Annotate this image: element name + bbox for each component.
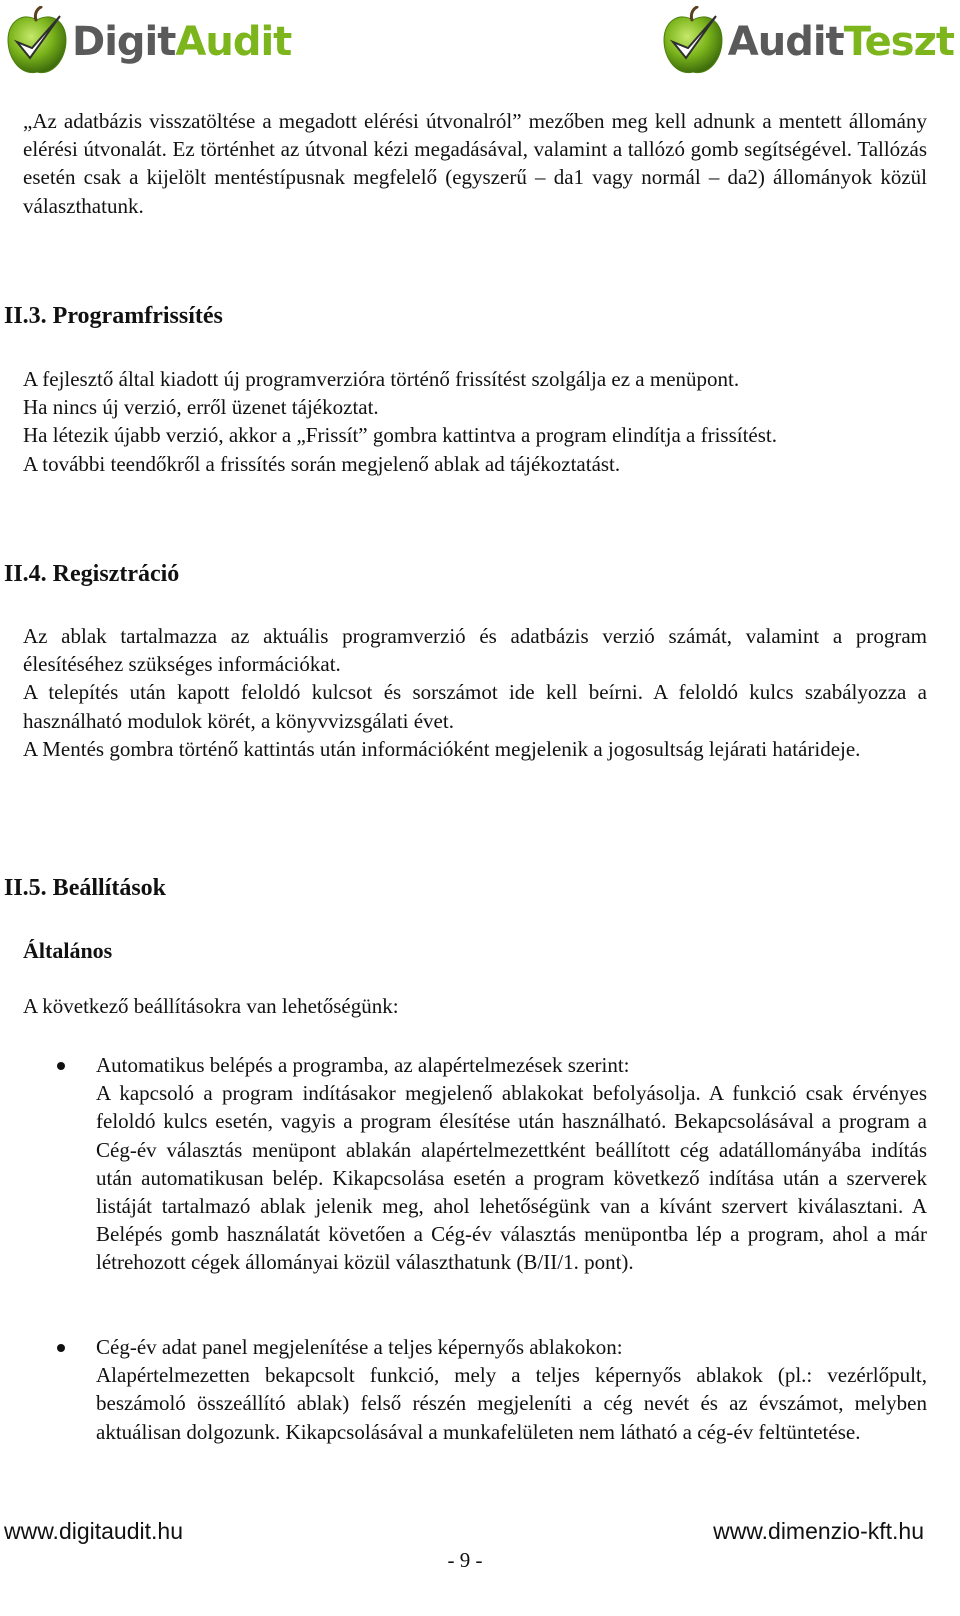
body-paragraph: A telepítés után kapott feloldó kulcsot és sorszámot ide kell beírni. A feloldó kulcs szabályozza a használható modulok körét, a könyvvizsgálati évet. bbox=[23, 680, 927, 733]
section-beallitasok-lead bbox=[23, 992, 927, 1020]
section-title-beallitasok: II.5. Beállítások bbox=[4, 875, 167, 901]
bullet-icon bbox=[57, 1062, 65, 1070]
green-apple-check-icon bbox=[660, 6, 726, 78]
footer-link-digitaudit[interactable]: www.digitaudit.hu bbox=[4, 1518, 183, 1544]
section-programfrissites-body bbox=[23, 365, 927, 478]
body-line: A fejlesztő által kiadott új programverzióra történő frissítést szolgálja ez a menüpont. bbox=[23, 367, 740, 391]
list-item-body: A kapcsoló a program indításakor megjelenő ablakokat befolyásolja. A funkció csak érvényes feloldó kulcs esetén, vagyis a program élesítése után használható. Bekapcsolásával a program a Cég-év választás menüpont ablakán alapértelmezettként beállított cég adatállományába indítás után automatikusan belép. Kikapcsolása esetén a program következő indítása után a szerverek listáját tartalmazó ablak jelenik meg, ahol lehetőségünk van a kívánt szervert kiválasztani. A Belépés gomb használatát követően a Cég-év választás menüpontba lép a program, ahol a már létrehozott cégek állományai közül választhatunk (B/II/1. pont). bbox=[96, 1081, 927, 1275]
intro-paragraph: „Az adatbázis visszatöltése a megadott elérési útvonalról” mezőben meg kell adnunk a mentett állomány elérési útvonalát. Ez történhet az útvonal kézi megadásával, valamint a tallózó gomb segítségével. Tallózás esetén csak a kijelölt mentéstípusnak megfelelő (egyszerű – da1 vagy normál – da2) állományok közül választhatunk. bbox=[23, 109, 927, 218]
list-item-heading: Automatikus belépés a programba, az alapértelmezések szerint: bbox=[96, 1053, 630, 1077]
auditteszt-logo bbox=[660, 4, 954, 80]
lead-paragraph: A következő beállításokra van lehetőségünk: bbox=[23, 994, 399, 1018]
digitaudit-logo bbox=[4, 4, 291, 80]
page-header bbox=[0, 0, 960, 86]
list-item bbox=[23, 1333, 927, 1446]
body-line: Ha létezik újabb verzió, akkor a „Frissít” gombra kattintva a program elindítja a frissítést. bbox=[23, 423, 778, 448]
section-title-programfrissites: II.3. Programfrissítés bbox=[4, 303, 223, 329]
list-item-heading: Cég-év adat panel megjelenítése a teljes képernyős ablakokon: bbox=[96, 1335, 623, 1359]
section-title-regisztracio: II.4. Regisztráció bbox=[4, 561, 180, 587]
footer-link-dimenzio[interactable]: www.dimenzio-kft.hu bbox=[713, 1518, 924, 1544]
list-item bbox=[23, 1051, 927, 1277]
subsection-title-altalanos: Általános bbox=[23, 938, 113, 963]
auditteszt-logo-text: AuditTeszt bbox=[727, 19, 954, 65]
body-paragraph: Az ablak tartalmazza az aktuális programverzió és adatbázis verzió számát, valamint a program élesítéséhez szükséges információkat. bbox=[23, 624, 927, 677]
page-number: - 9 - bbox=[447, 1548, 483, 1572]
digitaudit-logo-text: DigitAudit bbox=[72, 19, 292, 65]
section-regisztracio-body bbox=[23, 622, 927, 763]
green-apple-check-icon bbox=[4, 6, 70, 78]
body-line: Ha nincs új verzió, erről üzenet tájékoztat. bbox=[23, 395, 379, 420]
body-line: A további teendőkről a frissítés során megjelenő ablak ad tájékoztatást. bbox=[23, 451, 621, 476]
bullet-icon bbox=[57, 1344, 65, 1352]
intro-block bbox=[23, 107, 927, 220]
body-paragraph: A Mentés gombra történő kattintás után információként megjelenik a jogosultság lejárati határideje. bbox=[23, 736, 861, 761]
list-item-body: Alapértelmezetten bekapcsolt funkció, mely a teljes képernyős ablakok (pl.: vezérlőpult, beszámoló összeállító ablak) felső részén megjeleníti a cég nevét és az évszámot, melyben aktuálisan dolgozunk. Kikapcsolásával a munkafelületen nem látható a cég-év feltüntetése. bbox=[96, 1363, 927, 1444]
